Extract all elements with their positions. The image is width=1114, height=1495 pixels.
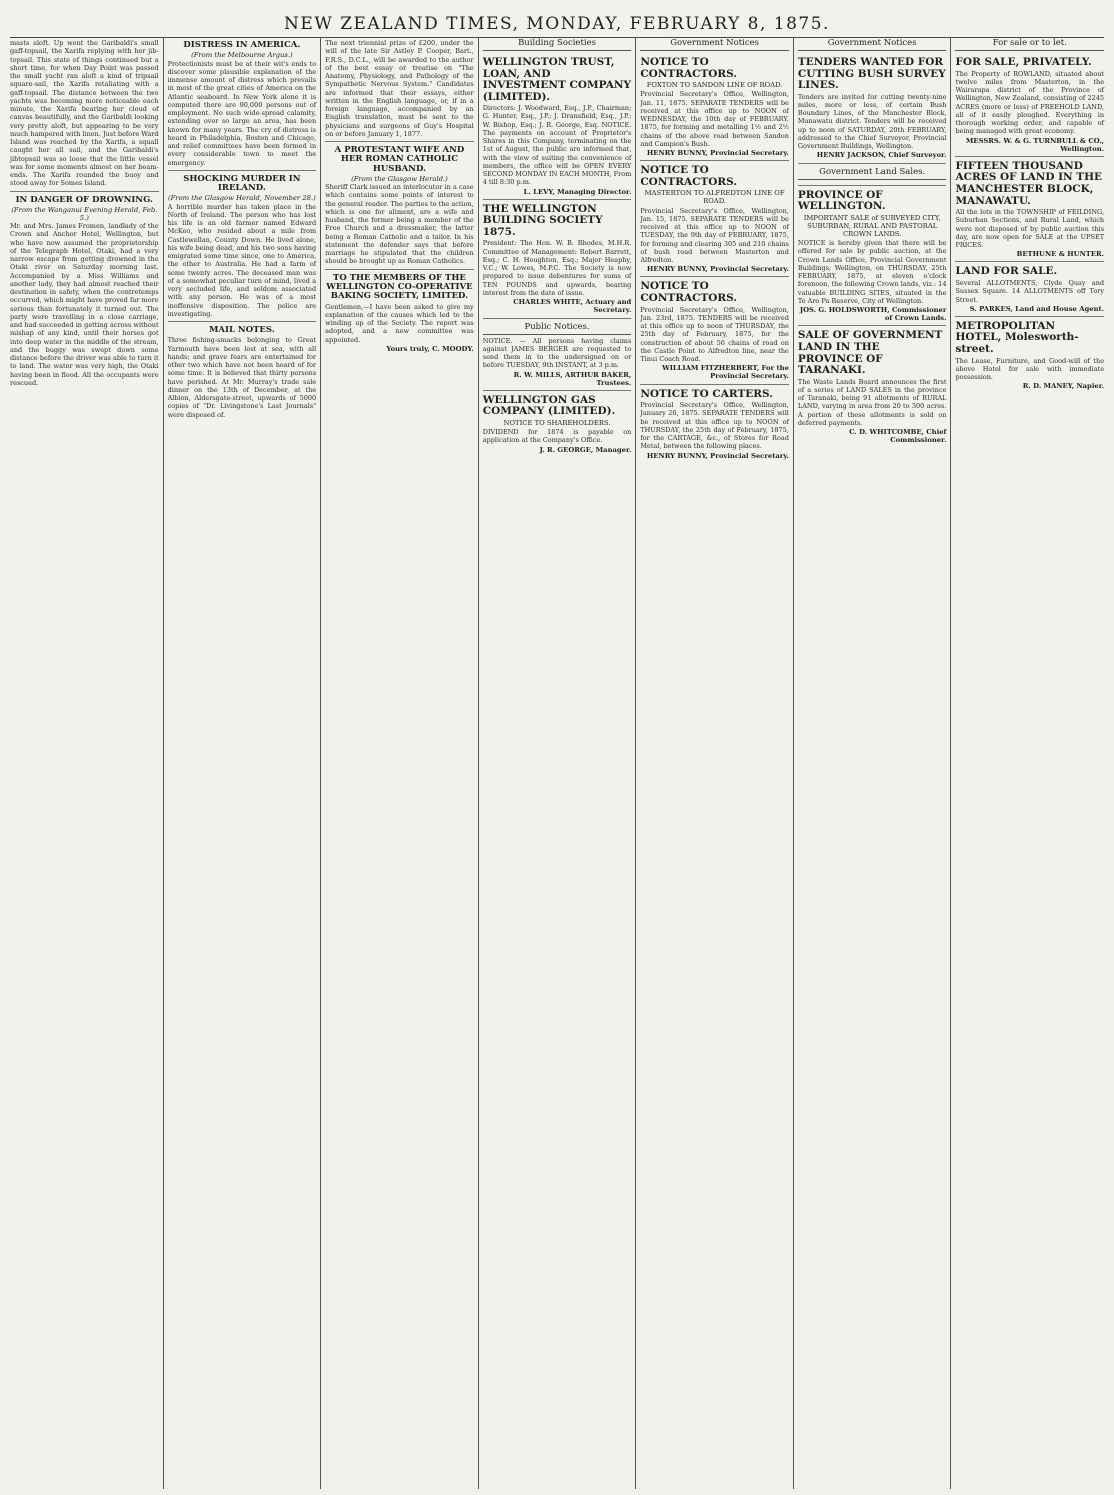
- advert-land-for-sale: [955, 262, 1104, 316]
- advert-headline: LAND FOR SALE.: [955, 265, 1058, 278]
- section-header: Government Notices: [798, 37, 947, 51]
- column-6: [794, 37, 952, 1489]
- column-7: [951, 37, 1108, 1489]
- notice-bush-survey-lines: [798, 53, 947, 164]
- notice-subtitle: IMPORTANT SALE of SURVEYED CITY, SUBURBAN, RURAL AND PASTORAL CROWN LANDS.: [803, 213, 941, 238]
- notice-signature: C. D. WHITCOMBE, Chief Commissioner.: [849, 428, 947, 445]
- advert-headline: THE WELLINGTON BUILDING SOCIETY 1875.: [482, 202, 603, 238]
- article-signature: Yours truly, C. MOODY.: [386, 344, 474, 353]
- notice-body: Tenders are invited for cutting twenty-nine miles, more or less, of certain Bush Boundary Lines, of the Manchester Block, Manawatu district. Tenders will be received up to noon of SATURDAY, 20th FEBRUARY, addressed to the Chief Surveyor, Provincial Government Buildings, Wellington.: [797, 92, 947, 151]
- advert-signature: BETHUNE & HUNTER.: [1016, 250, 1105, 259]
- article-source: (From the Wanganui Evening Herald, Feb. 5.): [11, 205, 158, 222]
- article-headline: A PROTESTANT WIFE AND HER ROMAN CATHOLIC HUSBAND.: [334, 145, 465, 174]
- article-body: masts aloft. Up went the Garibaldi's small gaff-topsail, the Xarifa replying with her jib-topsail. This state of things continued but a short time, for when Day Point was passed the small yacht ran aloft a kind of tripsail square-sail, the Xarifa retaliating with a gaff-topsail. The distance between the two yachts was becoming more noticeable each minute, the Xarifa bearing her cloud of canvas beautifully, and the Garibaldi looking very pretty aloft, but appearing to be very much hampered with linen. Just before Ward Island was reached by the Xarifa, a squall caught her all sail, and the Garibaldi's jibtopsail was so loose that the little vessel was for some moments almost on her beam-ends. The Xarifa rounded the buoy and stood away for Somes Island.: [10, 39, 159, 188]
- section-header: Building Societies: [483, 37, 632, 51]
- advert-gas-company: [483, 391, 632, 457]
- article-baking-society: [325, 270, 474, 356]
- section-land-sales: [798, 164, 947, 186]
- notice-headline: NOTICE TO CARTERS.: [640, 387, 773, 400]
- notice-masterton-alfredton: [640, 161, 789, 277]
- notice-body: NOTICE is hereby given that there will be offered for sale by public auction, at the Crown Lands Office, Provincial Government Buildings, Wellington, on THURSDAY, 25th FEBRUARY, 1875, at eleven o'clock forenoon, the following Crown lands, viz.: 14 valuable BUILDING SITES, situated in the Te Aro Pa Reserve, City of Wellington.: [797, 239, 947, 305]
- notice-taranaki-land: [798, 326, 947, 447]
- section-header: Government Notices: [640, 37, 789, 51]
- section-header: Public Notices.: [483, 321, 632, 335]
- advert-signature: S. PARKES, Land and House Agent.: [969, 304, 1105, 313]
- notice-province-of-wellington: [798, 186, 947, 327]
- notice-foxton-sandon: [640, 53, 789, 161]
- article-distress-in-america: [168, 37, 317, 171]
- advert-for-sale-privately: [955, 53, 1104, 157]
- advert-body: NOTICE. — All persons having claims against JAMES BERGER are requested to send them in to the undersigned on or before TUESDAY, 9th INSTANT, at 3 p.m.: [482, 336, 632, 370]
- notice-headline: SALE OF GOVERNMENT LAND IN THE PROVINCE OF TARANAKI.: [797, 329, 943, 377]
- article-headline: SHOCKING MURDER IN IRELAND.: [183, 173, 301, 194]
- notice-signature: HENRY BUNNY, Provincial Secretary.: [646, 149, 789, 157]
- notice-castle-point: [640, 277, 789, 384]
- advert-body: President: The Hon. W. B. Rhodes, M.H.R. Committee of Management: Robert Barrett, Esq.; C. H. Houghton, Esq.; Major Heaphy, V.C.; W. Lowes, M.P.C. The Society is now prepared to issue debentures for sums of TEN POUNDS and upwards, bearing interest from the date of issue.: [482, 239, 632, 297]
- advert-building-society: [483, 200, 632, 319]
- article-headline: DISTRESS IN AMERICA.: [183, 40, 301, 50]
- article-body: Sheriff Clark issued an interlocutor in a case which contains some points of interest to the general reader. The parties to the action, which is one for aliment, are a wife and husband, the former being a member of the Free Church and a dressmaker, the latter being a Roman Catholic and a tailor. In his statement the defender says that before marriage he stipulated that the children should be brought up as Roman Catholics.: [325, 183, 474, 266]
- article-body: A horrible murder has taken place in the North of Ireland. The person who has lost his life is an old farmer named Edward McKeo, who resided about a mile from Castlewellan, County Down. He lived alone, his wife being dead, and his two sons having emigrated some time since, one to America, the other to Australia. He had a farm of some twenty acres. The deceased man was of a somewhat peculiar turn of mind, lived a very secluded life, and seldom associated with any person. He was of a most inoffensive disposition. The police are investigating.: [167, 202, 317, 318]
- advert-manchester-block: [955, 157, 1104, 263]
- article-body: Gentlemen,—I have been asked to give my explanation of the causes which led to the winding up of the Society. The report was adopted, and a new committee was appointed.: [325, 302, 474, 344]
- notice-headline: NOTICE TO CONTRACTORS.: [640, 56, 738, 80]
- notice-to-carters: [640, 385, 789, 463]
- columns-container: [6, 37, 1108, 1489]
- article-body: Mr. and Mrs. James Fromen, landlady of the Crown and Anchor Hotel, Wellington, but who have now assumed the proprietorship of the Telegraph Hotel, Otaki, had a very narrow escape from getting drowned in the Otaki river on Saturday morning last. Accompanied by a Miss Williams and another lady, they had almost reached their destination in safety, when the contretemps occurred, which might have proved far more serious than fortunately it turned out. The party were travelling in a close carriage, and had succeeded in getting across without mishap of any kind, until their horses got into deep water in the middle of the stream, and the buggy was swept down some distance before the driver was able to turn it to land. The water was very high, the Otaki having been in flood. All the occupants were rescued.: [10, 222, 159, 387]
- column-1: [6, 37, 164, 1489]
- advert-body: DIVIDEND for 1874 is payable on application at the Company's Office.: [482, 428, 632, 445]
- notice-headline: TENDERS WANTED FOR CUTTING BUSH SURVEY LINES.: [797, 56, 946, 92]
- advert-headline: FOR SALE, PRIVATELY.: [955, 56, 1092, 68]
- article-mail-notes: [168, 322, 317, 422]
- notice-body: Provincial Secretary's Office, Wellington, January 26, 1875. SEPARATE TENDERS will be received at this office up to NOON of THURSDAY, the 25th day of February, 1875, for the CARTAGE, &c., of Stores for Road Metal, between the following places.: [640, 401, 789, 451]
- notice-body: The Waste Lands Board announces the first of a series of LAND SALES in the province of Taranaki, being 91 allotments of RURAL LAND, varying in area from 20 to 300 acres. A portion of these allotments is sold on deferred payments.: [797, 377, 947, 427]
- advert-body: Several ALLOTMENTS, Clyde Quay and Sussex Square. 14 ALLOTMENTS off Tory Street.: [955, 279, 1105, 304]
- advert-signature: MESSRS. W. & G. TURNBULL & CO., Wellington.: [965, 136, 1105, 153]
- column-4: [479, 37, 637, 1489]
- notice-signature: HENRY JACKSON, Chief Surveyor.: [816, 151, 947, 160]
- notice-signature: JOS. G. HOLDSWORTH, Commissioner of Crown Lands.: [799, 306, 947, 323]
- advert-metropolitan-hotel: [955, 317, 1104, 394]
- advert-signature: J. R. GEORGE, Manager.: [539, 445, 632, 454]
- article-headline: TO THE MEMBERS OF THE WELLINGTON CO-OPERATIVE BAKING SOCIETY, LIMITED.: [326, 272, 473, 302]
- advert-body: All the lots in the TOWNSHIP of FEILDING, Suburban Sections, and Rural Land, which were not disposed of by public auction this day, are now open for SALE at the UPSET PRICES.: [955, 208, 1105, 250]
- advert-body: The Lease, Furniture, and Good-will of the above Hotel for sale with immediate possession.: [955, 356, 1105, 382]
- notice-headline: PROVINCE OF WELLINGTON.: [797, 188, 886, 213]
- article-headline: IN DANGER OF DROWNING.: [15, 194, 153, 205]
- column-5: [636, 37, 794, 1489]
- notice-body: Provincial Secretary's Office, Wellington, Jan. 15, 1875. SEPARATE TENDERS will be received at this office up to NOON of TUESDAY, the 9th day of FEBRUARY, 1875, for forming and clearing 305 and 210 chains of bush road between Masterton and Alfredton.: [640, 206, 789, 265]
- section-header: Government Land Sales.: [798, 166, 947, 180]
- article-protestant-wife: [325, 142, 474, 270]
- advert-body: Directors: J. Woodward, Esq., J.P., Chairman; G. Hunter, Esq., J.P.; J. Dransfield, Esq., J.P.; W. Bishop, Esq.; J. R. George, Esq. NOTICE. The payments on account of Proprietor's Shares in this Company, terminating on the 1st of August, the public are informed that, with the view of suiting the convenience of members, the office will be OPEN EVERY SECOND MONDAY IN EACH MONTH, From 4 till 8:30 p.m.: [482, 104, 632, 187]
- notice-body: Provincial Secretary's Office, Wellington, Jan. 23rd, 1875. TENDERS will be received at this office up to noon of THURSDAY, the 25th day of February, 1875, for the construction of about 56 chains of road on the Castle Point to Alfredton line, near the Tinui Coach Road.: [640, 305, 789, 364]
- advert-trust-loan: [483, 53, 632, 200]
- advert-signature: L. LEVY, Managing Director.: [523, 187, 632, 196]
- article-body: Three fishing-smacks belonging to Great Yarmouth have been lost at sea, with all hands; and grave fears are entertained for other two which have not been heard of for some time. It is believed that thirty persons have perished. At Mr. Murray's trade sale dinner on the 13th of December, at the Albion, Aldersgate-street, upwards of 5000 copies of "Dr. Livingstone's Last Journals" were disposed of.: [167, 336, 317, 419]
- advert-headline: METROPOLITAN HOTEL, Molesworth-street.: [955, 319, 1079, 355]
- article-body: The next triennial prize of £200, under the will of the late Sir Astley P. Cooper, Bart., F.R.S., D.C.L., will be awarded to the author of the best essay or treatise on "The Anatomy, Physiology, and Pathology of the Sympathetic Nervous System." Candidates are informed that their essays, either written in the English language, or, if in a foreign language, accompanied by an English translation, must be sent to the physicians and surgeons of Guy's Hospital on or before January 1, 1877.: [325, 39, 474, 138]
- article-source: (From the Glasgow Herald.): [351, 175, 448, 184]
- advert-signature: R. W. MILLS, ARTHUR BAKER, Trustees.: [513, 370, 632, 387]
- article-yacht-race: [10, 37, 159, 192]
- notice-headline: NOTICE TO CONTRACTORS.: [640, 280, 738, 305]
- section-header: For sale or to let.: [955, 37, 1104, 51]
- advert-subtitle: NOTICE TO SHAREHOLDERS.: [503, 418, 611, 427]
- notice-headline: NOTICE TO CONTRACTORS.: [640, 164, 738, 188]
- notice-signature: WILLIAM FITZHERBERT, For the Provincial Secretary.: [662, 364, 789, 381]
- advert-signature: R. D. MANEY, Napier.: [1022, 382, 1105, 391]
- article-source: (From the Melbourne Argus.): [191, 51, 293, 60]
- advert-headline: FIFTEEN THOUSAND ACRES OF LAND IN THE MANCHESTER BLOCK, MANAWATU.: [955, 159, 1102, 207]
- notice-signature: HENRY BUNNY, Provincial Secretary.: [646, 451, 789, 460]
- masthead: NEW ZEALAND TIMES, MONDAY, FEBRUARY 8, 1875.: [10, 0, 1104, 38]
- article-triennial-prize: [325, 37, 474, 142]
- article-shocking-murder: [168, 171, 317, 322]
- advert-headline: WELLINGTON GAS COMPANY (LIMITED).: [482, 393, 616, 418]
- advert-body: The Property of ROWLAND, situated about twelve miles from Masterton, in the Wairarapa district of the Province of Wellington, New Zealand, consisting of 2245 ACRES (more or less) of FREEHOLD LAND, all of it easily ploughed. Everything in thorough working order, and capable of being managed with great economy.: [955, 69, 1105, 136]
- advert-public-notice-berger: [483, 319, 632, 391]
- column-3: [321, 37, 479, 1489]
- advert-headline: WELLINGTON TRUST, LOAN, AND INVESTMENT COMPANY (LIMITED).: [482, 56, 631, 103]
- notice-body: Provincial Secretary's Office, Wellington, Jan. 11, 1875. SEPARATE TENDERS will be received at this office up to NOON of WEDNESDAY, the 10th day of FEBRUARY, 1875, for forming and metalling 1½ and 2½ chains of the above road between Sandon and Campion's Bush.: [640, 90, 789, 148]
- article-body: Protectionists must be at their wit's ends to discover some plausible explanation of the immense amount of distress which prevails in most of the great cities of America on the Atlantic seaboard. In New York alone it is computed there are 90,000 persons out of employment. No such wide-spread calamity, extending over so large an area, has been known for many years. The cry of distress is heard in Philadelphia, Boston and Chicago, and relief committees have been formed in every considerable town to meet the emergency.: [167, 59, 317, 167]
- article-source: (From the Glasgow Herald, November 28.): [167, 194, 316, 203]
- column-2: [164, 37, 322, 1489]
- article-in-danger-of-drowning: [10, 192, 159, 391]
- notice-signature: HENRY BUNNY, Provincial Secretary.: [646, 265, 789, 274]
- article-headline: MAIL NOTES.: [209, 325, 275, 336]
- notice-subtitle: FOXTON TO SANDON LINE OF ROAD.: [646, 81, 783, 90]
- advert-signature: CHARLES WHITE, Actuary and Secretary.: [513, 298, 632, 315]
- notice-subtitle: MASTERTON TO ALFREDTON LINE OF ROAD.: [644, 189, 785, 206]
